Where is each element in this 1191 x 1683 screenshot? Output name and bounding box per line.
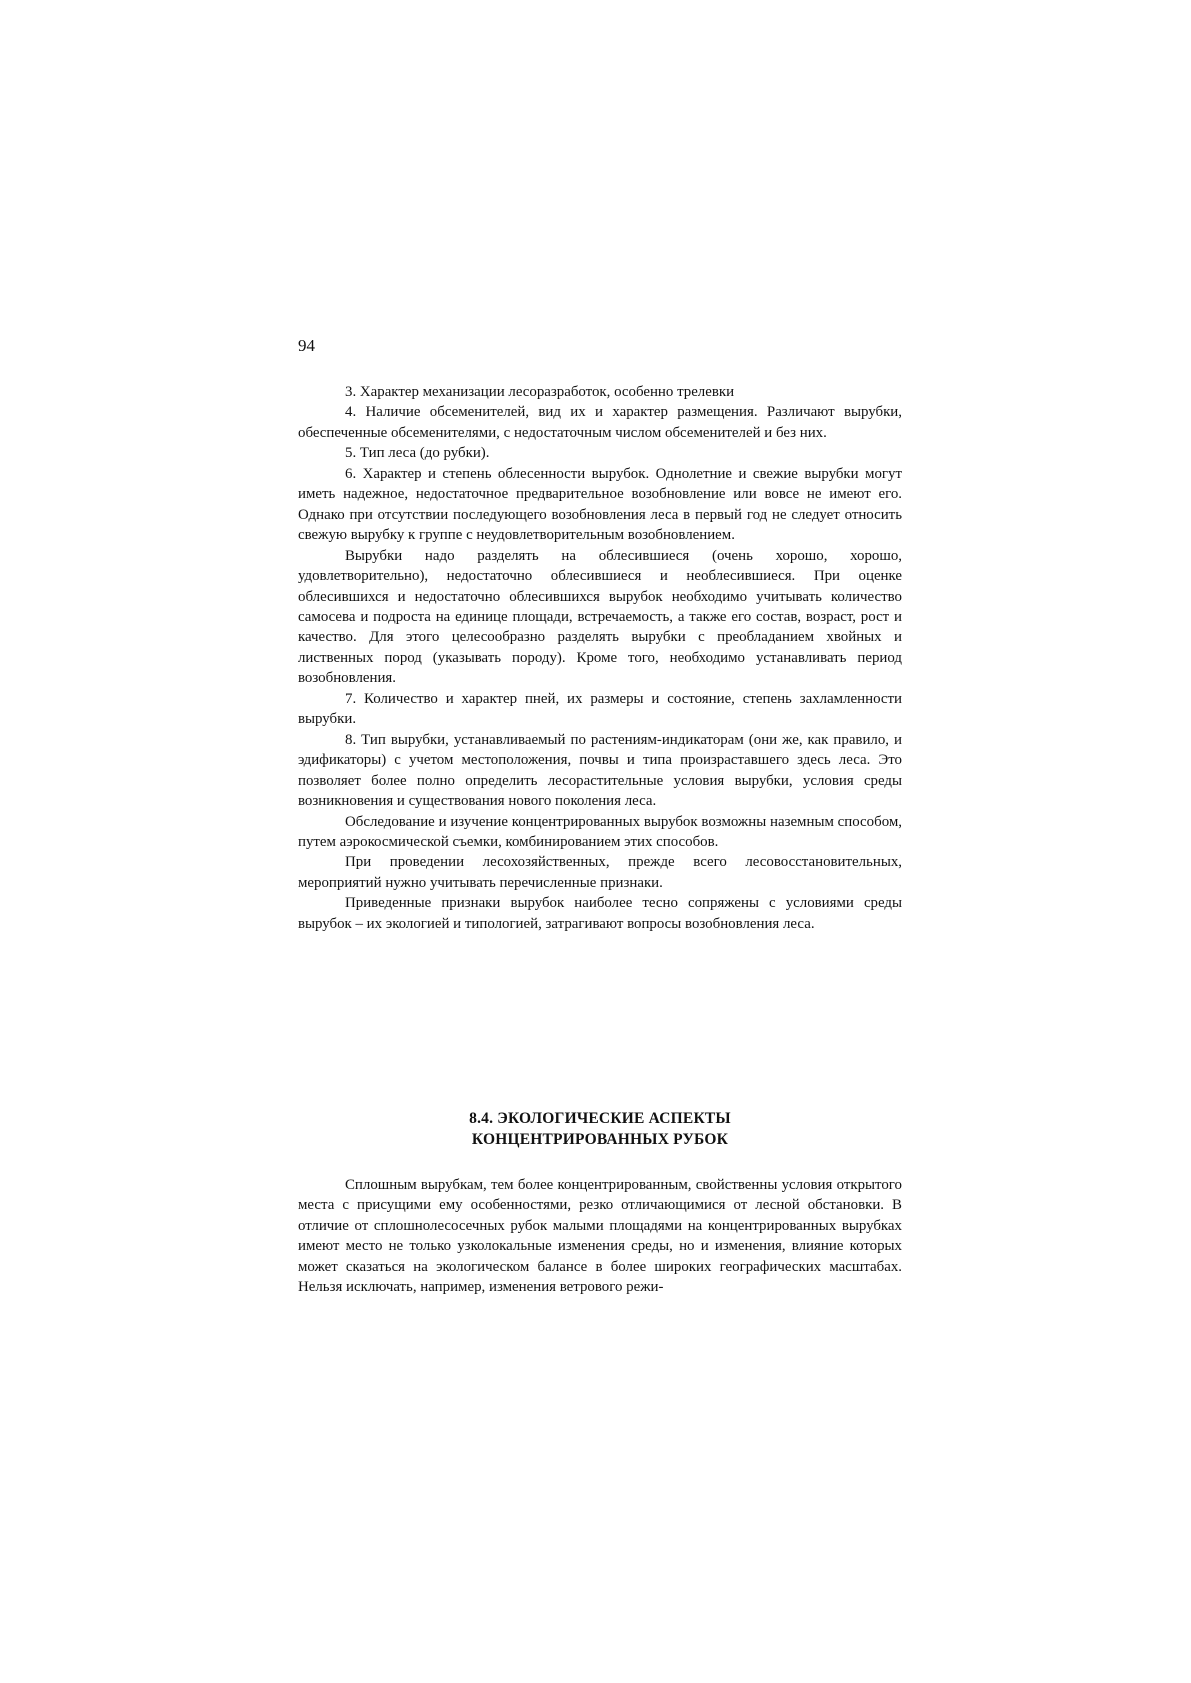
paragraph: Приведенные признаки вырубок наиболее тесно сопряжены с условиями среды вырубок – их экологией и типологией, затрагивают вопросы возобновления леса.	[298, 895, 902, 932]
section-heading	[298, 1108, 902, 1150]
paragraph: 4. Наличие обсеменителей, вид их и характер размещения. Различают вырубки, обеспеченные обсеменителями, с недостаточным числом обсеменителей и без них.	[298, 404, 902, 441]
paragraph: Сплошным вырубкам, тем более концентрированным, свойственны условия открытого места с присущими ему особенностями, резко отличающимися от лесной обстановки. В отличие от сплошнолесосечных рубок малыми площадями на концентрированных вырубках имеют место не только узколокальные изменения среды, но и изменения, влияние которых может сказаться на экологическом балансе в более широких географических масштабах. Нельзя исключать, например, изменения ветрового режи-	[298, 1177, 902, 1296]
paragraph: 3. Характер механизации лесоразработок, особенно трелевки	[345, 384, 735, 400]
paragraph: 6. Характер и степень облесенности вырубок. Однолетние и свежие вырубки могут иметь надежное, недостаточное предварительное возобновление или вовсе не имеют его. Однако при отсутствии последующего возобновления леса в первый год не следует относить свежую вырубку к группе с неудовлетворительным возобновлением.	[298, 465, 902, 544]
section-heading-line: КОНЦЕНТРИРОВАННЫХ РУБОК	[471, 1131, 729, 1148]
paragraph: Вырубки надо разделять на облесившиеся (очень хорошо, хорошо, удовлетворительно), недостаточно облесившиеся и необлесившиеся. При оценке облесившихся и недостаточно облесившихся вырубок необходимо учитывать количество самосева и подроста на единице площади, встречаемость, а также его состав, возраст, рост и качество. Для этого целесообразно разделять вырубки с преобладанием хвойных и лиственных пород (указывать породу). Кроме того, необходимо устанавливать период возобновления.	[298, 547, 902, 687]
paragraph: При проведении лесохозяйственных, прежде всего лесовосстановительных, мероприятий нужно учитывать перечисленные признаки.	[298, 854, 902, 891]
section-heading-line: 8.4. ЭКОЛОГИЧЕСКИЕ АСПЕКТЫ	[469, 1110, 731, 1127]
paragraph: Обследование и изучение концентрированных вырубок возможны наземным способом, путем аэрокосмической съемки, комбинированием этих способов.	[298, 813, 902, 850]
paragraph: 5. Тип леса (до рубки).	[345, 445, 490, 462]
section-body-text	[298, 1175, 902, 1298]
paragraph: 7. Количество и характер пней, их размеры и состояние, степень захламленности вырубки.	[298, 690, 902, 728]
page-number: 94	[298, 336, 315, 355]
body-text	[298, 382, 902, 934]
paragraph: 8. Тип вырубки, устанавливаемый по растениям-индикаторам (они же, как правило, и эдификаторы) с учетом местоположения, почвы и типа произраставшего здесь леса. Это позволяет более полно определить лесорастительные условия вырубки, условия среды возникновения и существования нового поколения леса.	[298, 731, 902, 810]
